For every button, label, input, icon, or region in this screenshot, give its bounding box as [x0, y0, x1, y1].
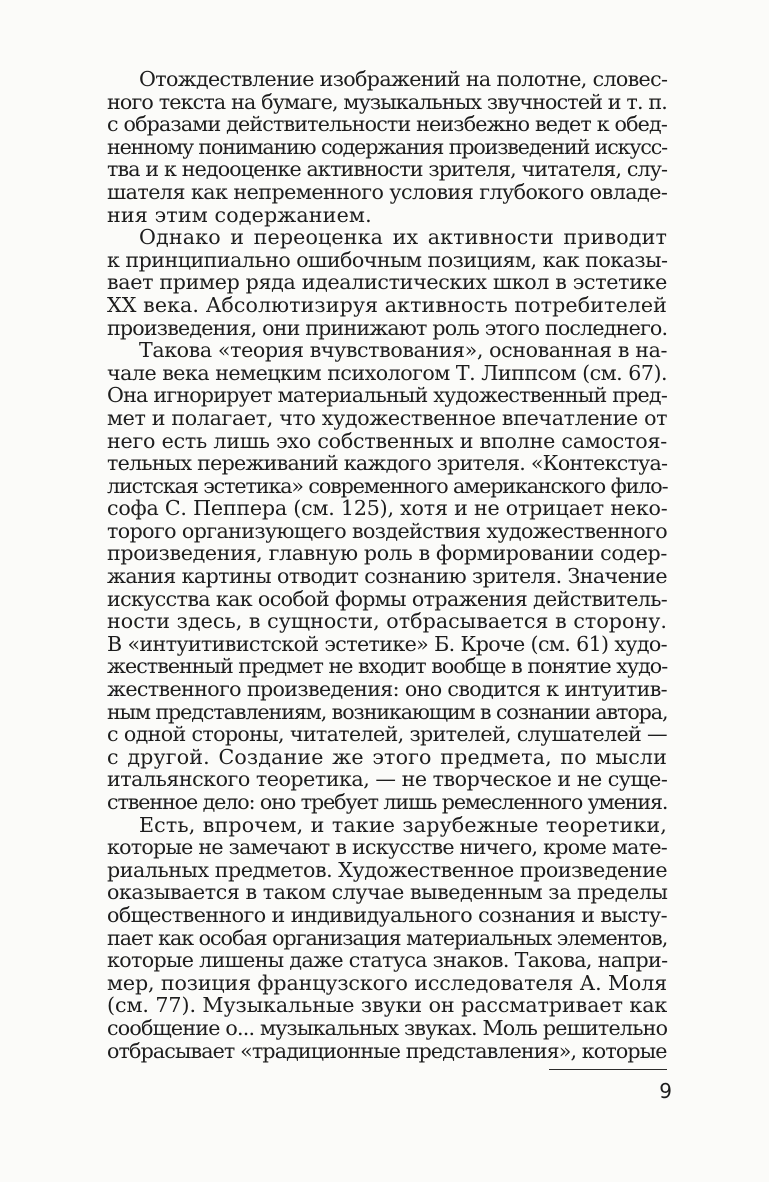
text-line: которые лишены даже статуса знаков. Такова, напри-: [107, 948, 668, 973]
text-line: с образами действительности неизбежно ведет к обед-: [107, 112, 667, 137]
text-line: отбрасывает «традиционные представления», которые: [107, 1038, 667, 1063]
text-line: произведения, они принижают роль этого последнего.: [107, 315, 668, 340]
text-line: ния этим содержанием.: [107, 202, 372, 227]
text-line: тва и к недооценке активности зрителя, читателя, слу-: [107, 157, 668, 182]
text-line: ненному пониманию содержания произведений искусс-: [107, 134, 667, 159]
text-line: ственное дело: оно требует лишь ремесленного умения.: [107, 790, 668, 814]
text-line: тельных переживаний каждого зрителя. «Контекстуа-: [107, 451, 668, 476]
text-line: торого организующего воздействия художественного: [107, 518, 668, 543]
text-line: с одной стороны, читателей, зрителей, слушателей —: [107, 722, 667, 747]
text-line: сообщение о... музыкальных звуках. Моль решительно: [107, 1015, 668, 1040]
text-line: ного текста на бумаге, музыкальных звучностей и т. п.: [107, 89, 668, 114]
text-line: вает пример ряда идеалистических школ в эстетике: [107, 270, 667, 295]
text-line: жественного произведения: оно сводится к интуитив-: [107, 677, 668, 702]
paragraph: [107, 68, 667, 226]
text-line: итальянского теоретика, — не творческое и не суще-: [107, 767, 668, 792]
text-line: риальных предметов. Художественное произведение: [107, 857, 668, 882]
text-line: софа С. Пеппера (см. 125), хотя и не отрицает неко-: [107, 496, 668, 521]
text-line: искусства как особой формы отражения действитель-: [107, 586, 668, 611]
text-line: ности здесь, в сущности, отбрасывается в сторону.: [107, 609, 667, 634]
text-line: жания картины отводит сознанию зрителя. Значение: [107, 564, 667, 589]
text-line: оказывается в таком случае выведенным за пределы: [107, 880, 668, 905]
text-line: него есть лишь эхо собственных и вполне самостоя-: [107, 428, 667, 453]
text-line: В «интуитивистской эстетике» Б. Кроче (см. 61) худо-: [107, 631, 667, 656]
footer-rule: [549, 1069, 667, 1070]
text-line: Она игнорирует материальный художественный пред-: [107, 383, 667, 408]
text-line: общественного и индивидуального сознания и высту-: [107, 902, 667, 927]
text-line: (см. 77). Музыкальные звуки он рассматривает как: [107, 993, 668, 1018]
text-line: мер, позиция французского исследователя А. Моля: [107, 970, 668, 995]
text-line: которые не замечают в искусстве ничего, кроме мате-: [107, 835, 667, 860]
page-number: 9: [659, 1079, 672, 1103]
text-line: шателя как непременного условия глубокого овладе-: [107, 179, 668, 204]
text-line: к принципиально ошибочным позициям, как показы-: [107, 247, 668, 272]
paragraph: [107, 339, 667, 813]
text-line: чале века немецким психологом Т. Липпсом (см. 67).: [107, 360, 667, 385]
paragraph: [107, 814, 667, 1063]
text-line: Такова «теория вчувствования», основанная в на-: [139, 338, 667, 363]
text-line: Есть, впрочем, и такие зарубежные теоретики,: [139, 812, 667, 837]
text-line: с другой. Создание же этого предмета, по мысли: [107, 744, 667, 769]
text-line: произведения, главную роль в формировании содер-: [107, 541, 667, 566]
text-line: пает как особая организация материальных элементов,: [107, 925, 668, 950]
text-line: XX века. Абсолютизируя активность потребителей: [107, 292, 667, 317]
paragraph: [107, 226, 667, 339]
text-line: листская эстетика» современного американского фило-: [107, 473, 668, 498]
body-text: [107, 68, 667, 1062]
text-line: Отождествление изображений на полотне, словес-: [139, 67, 668, 91]
text-line: Однако и переоценка их активности приводит: [139, 225, 667, 250]
text-line: мет и полагает, что художественное впечатление от: [107, 405, 668, 430]
text-line: жественный предмет не входит вообще в понятие худо-: [107, 654, 668, 679]
text-line: ным представлениям, возникающим в сознании автора,: [107, 699, 668, 724]
